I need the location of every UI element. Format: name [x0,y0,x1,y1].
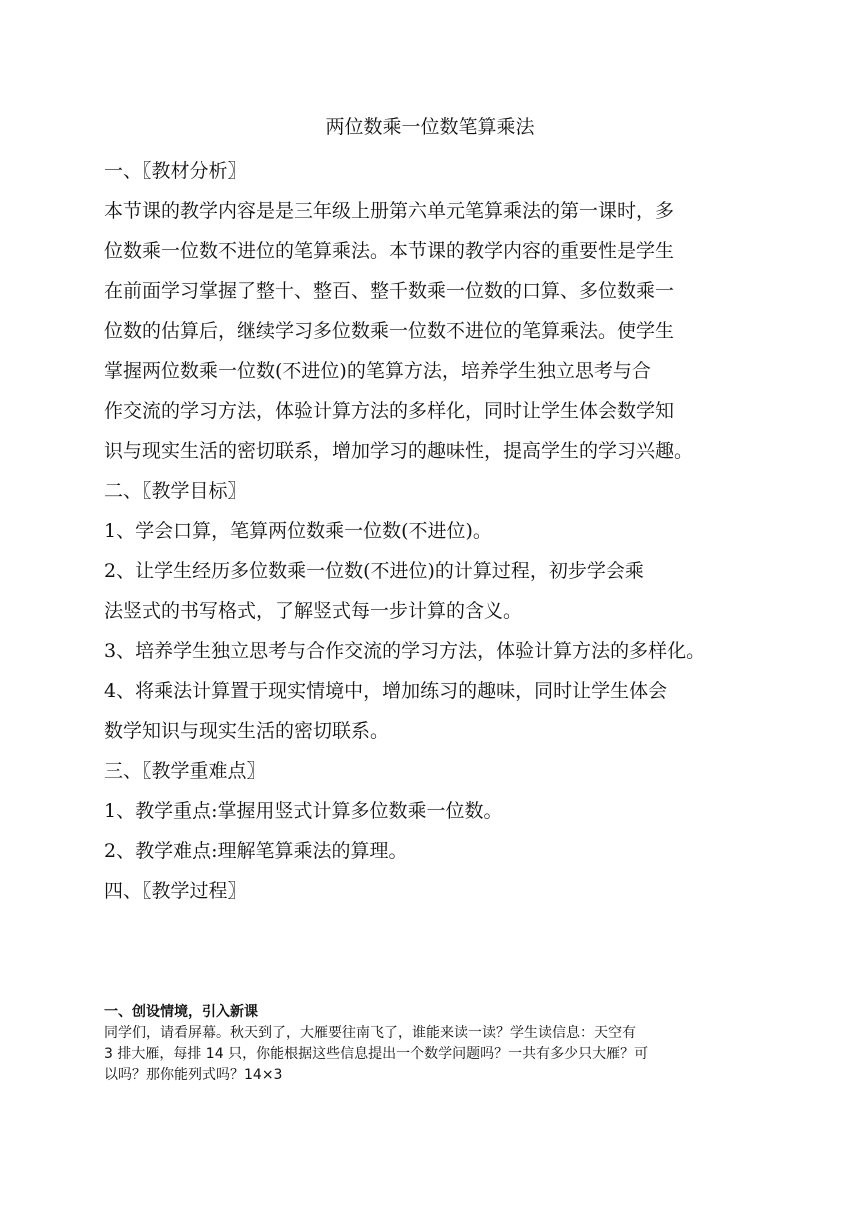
process-line: 3 排大雁，每排 14 只，你能根据这些信息提出一个数学问题吗？一共有多少只大雁？可 [104,1046,649,1062]
section-heading-goals: 二、〖教学目标〗 [104,480,247,502]
process-line: 同学们，请看屏幕。秋天到了，大雁要往南飞了，谁能来读一读？学生读信息：天空有 [104,1025,636,1041]
process-subheading: 一、创设情境，引入新课 [104,1004,258,1020]
section-heading-key-points: 三、〖教学重难点〗 [104,760,266,782]
paragraph-line: 识与现实生活的密切联系，增加学习的趣味性，提高学生的学习兴趣。 [104,440,694,462]
key-point-line: 2、教学难点:理解笔算乘法的算理。 [104,840,408,862]
goal-line: 3、培养学生独立思考与合作交流的学习方法，体验计算方法的多样化。 [104,640,706,662]
goal-line: 数学知识与现实生活的密切联系。 [104,720,390,742]
goal-line: 2、让学生经历多位数乘一位数(不进位)的计算过程，初步学会乘 [104,560,644,582]
paragraph-line: 作交流的学习方法，体验计算方法的多样化，同时让学生体会数学知 [104,400,675,422]
section-heading-process: 四、〖教学过程〗 [104,880,247,902]
paragraph-line: 位数乘一位数不进位的笔算乘法。本节课的教学内容的重要性是学生 [104,240,675,262]
document-title: 两位数乘一位数笔算乘法 [325,116,535,138]
process-block [104,1002,764,1086]
goal-line: 4、将乘法计算置于现实情境中，增加练习的趣味，同时让学生体会 [104,680,668,702]
goal-line: 1、学会口算，笔算两位数乘一位数(不进位)。 [104,520,492,542]
key-point-line: 1、教学重点:掌握用竖式计算多位数乘一位数。 [104,800,503,822]
paragraph-line: 本节课的教学内容是是三年级上册第六单元笔算乘法的第一课时，多 [104,200,675,222]
document-body [104,158,754,918]
paragraph-line: 位数的估算后，继续学习多位数乘一位数不进位的笔算乘法。使学生 [104,320,675,342]
section-heading-analysis: 一、〖教材分析〗 [104,160,247,182]
goal-line: 法竖式的书写格式，了解竖式每一步计算的含义。 [104,600,523,622]
process-line: 以吗？那你能列式吗？14×3 [104,1067,283,1083]
paragraph-line: 在前面学习掌握了整十、整百、整千数乘一位数的口算、多位数乘一 [104,280,675,302]
paragraph-line: 掌握两位数乘一位数(不进位)的笔算方法，培养学生独立思考与合 [104,360,651,382]
